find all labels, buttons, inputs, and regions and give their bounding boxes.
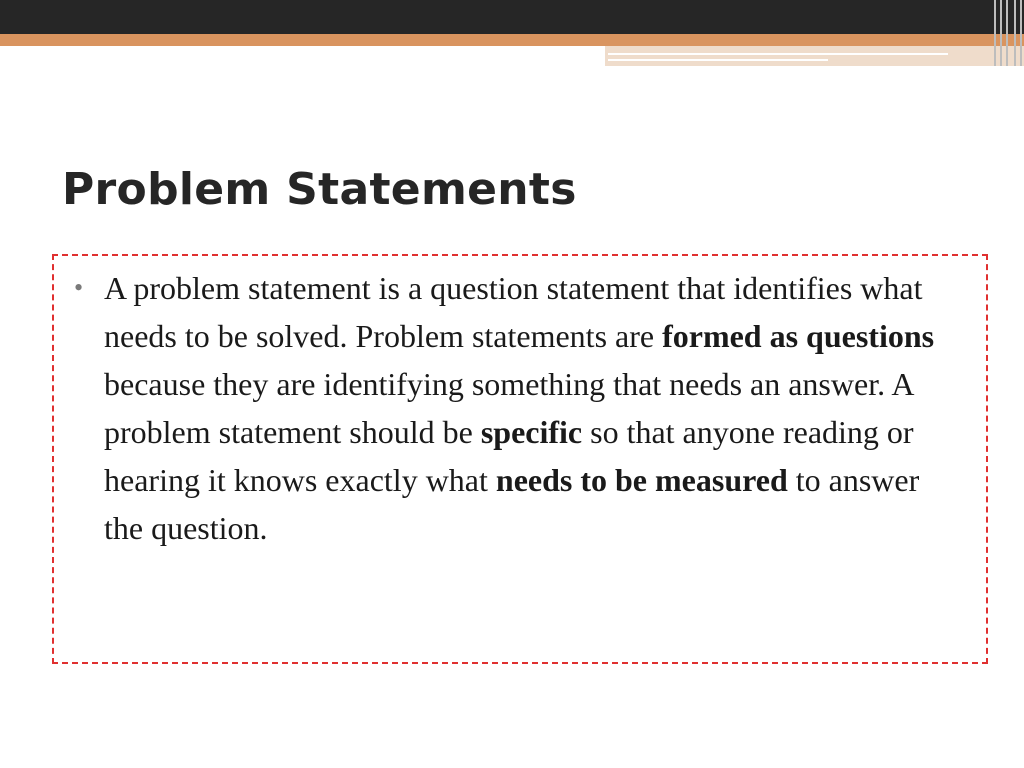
- content-box: [52, 254, 988, 664]
- decorative-line: [608, 53, 948, 55]
- decorative-stripe: [1014, 0, 1016, 66]
- bullet-item: [74, 264, 964, 552]
- decorative-line: [608, 59, 828, 61]
- decorative-stripe: [994, 0, 996, 66]
- decorative-stripe: [1020, 0, 1022, 66]
- bullet-bold-phrase: needs to be measured: [495, 462, 788, 498]
- bullet-bold-phrase: formed as questions: [662, 318, 935, 354]
- bullet-bold-phrase: specific: [480, 414, 583, 450]
- slide-title: Problem Statements: [62, 164, 577, 215]
- bullet-text-segment: because they are identifying something that needs an answer. A problem statement should be: [104, 366, 913, 450]
- decorative-vertical-stripes: [990, 0, 1024, 66]
- bullet-text-segment: so that anyone reading or hearing it knows exactly what: [104, 414, 914, 498]
- decorative-stripe: [1006, 0, 1008, 66]
- bullet-text-segment: to answer the question.: [104, 462, 920, 546]
- decorative-stripe: [1000, 0, 1002, 66]
- top-light-band: [605, 46, 1024, 66]
- top-header-band: [0, 0, 1024, 34]
- bullet-text-segment: A problem statement is a question statement that identifies what needs to be solved. Problem statements are: [104, 270, 923, 354]
- bullet-icon: •: [74, 273, 84, 302]
- top-accent-band: [0, 34, 1024, 46]
